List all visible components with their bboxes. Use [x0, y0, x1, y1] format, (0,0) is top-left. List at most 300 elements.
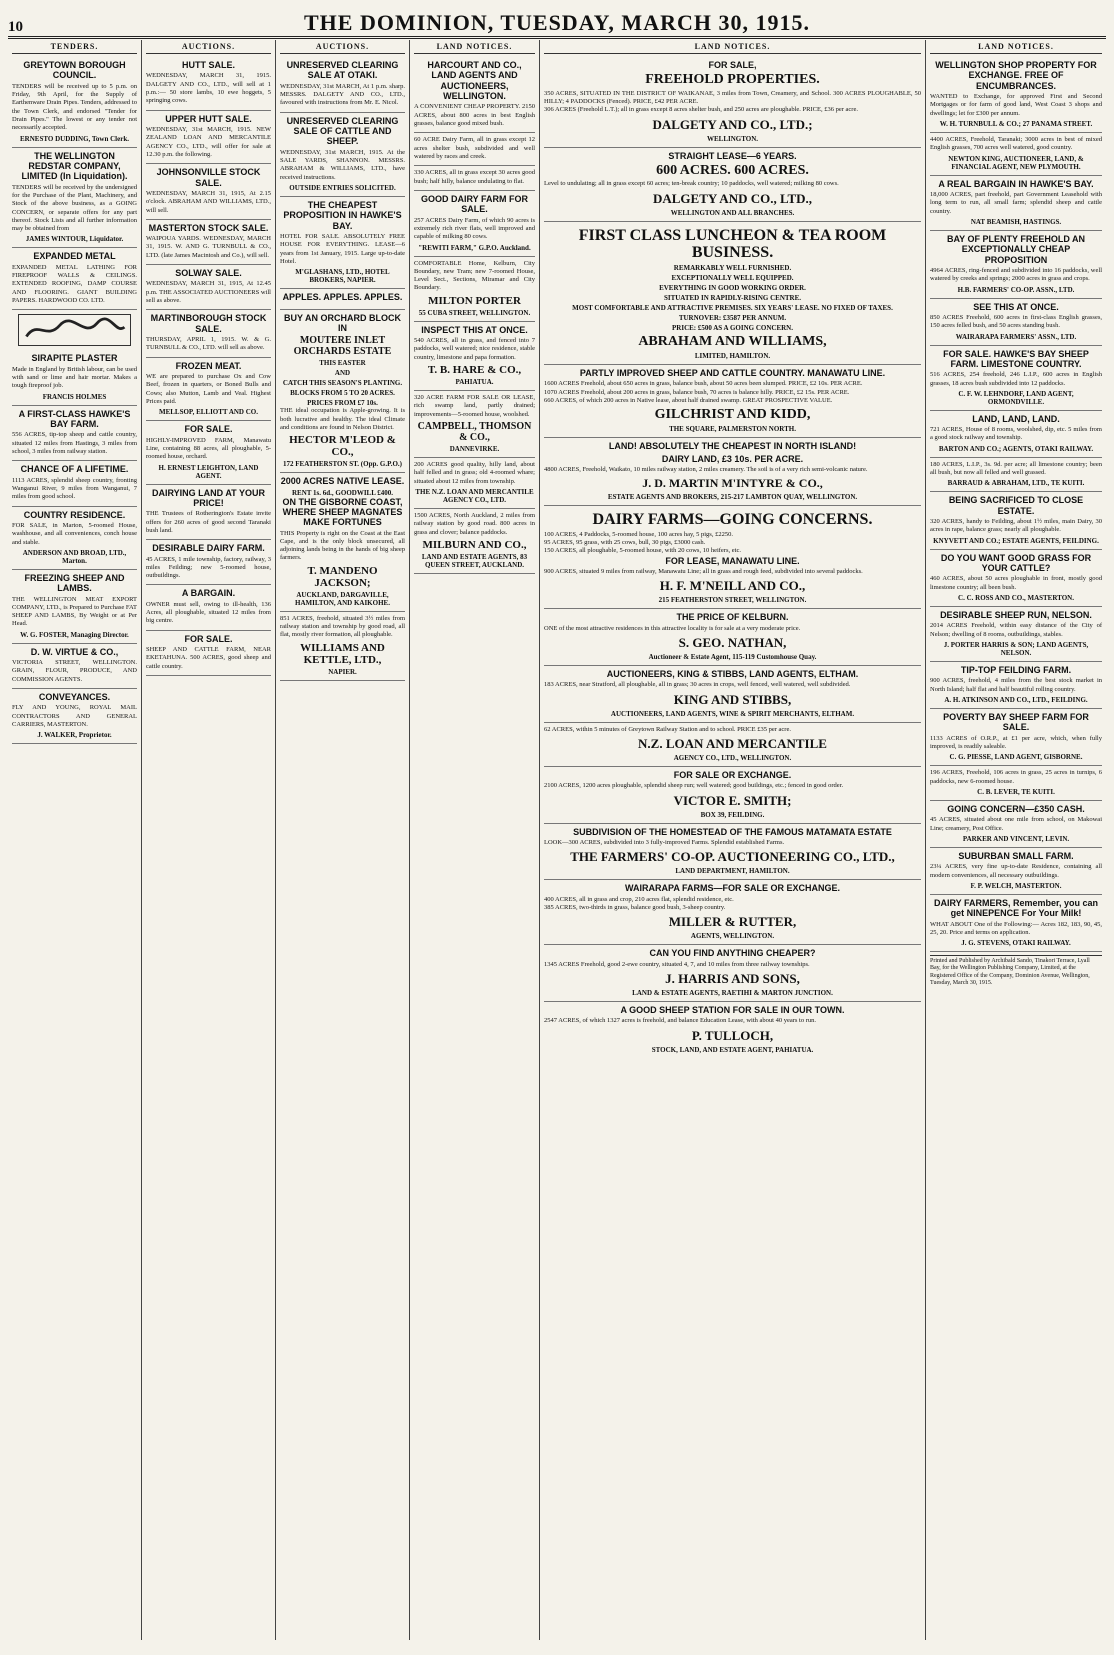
ad-line: BLOCKS FROM 5 TO 20 ACRES. — [290, 389, 395, 398]
ad-line: TURNOVER: £3587 PER ANNUM. — [678, 313, 787, 322]
sheep-station-ad — [544, 1002, 921, 1058]
ad-body: 62 ACRES, within 5 minutes of Greytown Railway Station and to school. PRICE £35 per acre. — [544, 725, 791, 733]
cheaper-ad — [544, 945, 921, 1002]
ad-heading: MARTINBOROUGH STOCK SALE. — [150, 313, 267, 334]
ad-agent-place: AUCKLAND, DARGAVILLE, HAMILTON, AND KAIKOHE. — [295, 590, 390, 607]
ad-agent: HECTOR M'LEOD & CO., — [289, 434, 396, 459]
ad-body: 330 ACRES, all in grass except 30 acres good bush; half hilly, balance undulating to flat. — [414, 169, 535, 185]
ad-agent-place: WELLINGTON. — [706, 134, 759, 143]
ad-agent: J. D. MARTIN M'INTYRE & CO., — [642, 476, 823, 491]
luncheon-business-ad — [544, 222, 921, 365]
ad-signature: ANDERSON AND BROAD, LTD., Marton. — [22, 548, 127, 565]
ad-heading: DO YOU WANT GOOD GRASS FOR YOUR CATTLE? — [940, 552, 1092, 574]
ad-agent: THE N.Z. LOAN AND MERCANTILE AGENCY CO., LTD. — [415, 487, 534, 504]
ad-agent: MILTON PORTER — [428, 294, 521, 307]
ad-body: 18,000 ACRES, part freehold, part Government Leasehold with long term to run, all small farm; splendid sheep and cattle country. — [930, 190, 1102, 215]
ad-body: WEDNESDAY, MARCH 31, 1915, At 2.15 o'clock. ABRAHAM AND WILLIAMS, LTD., will sell. — [146, 189, 271, 214]
ad-body: THURSDAY, APRIL 1, 1915. W. & G. TURNBULL & CO., LTD. will sell as above. — [146, 336, 271, 352]
ad-signature: C. B. LEVER, TE KUITI. — [977, 787, 1055, 796]
advertisement — [146, 57, 271, 111]
advertisement — [280, 197, 405, 289]
ad-body: 721 ACRES, House of 8 rooms, woolshed, dip, etc. 5 miles from a good stock railway and township. — [930, 426, 1102, 442]
ad-body: 45 ACRES, 1 mile township, factory, railway, 3 miles Feilding; new 5-roomed house, outbuildings. — [146, 555, 271, 580]
ad-signature: W. H. TURNBULL & CO.; 27 PANAMA STREET. — [939, 119, 1093, 128]
ad-body: WAIPOUA YARDS. WEDNESDAY, MARCH 31, 1915. W. AND G. TURNBULL & CO., LTD. (late James Macintosh and Co.), will sell. — [146, 235, 271, 259]
ad-body: 2100 ACRES, 1200 acres ploughable, splendid sheep run; well watered; good buildings, etc.; fenced in good order. — [544, 782, 844, 790]
ad-agent: DALGETY AND CO., LTD., — [652, 190, 813, 206]
ad-line: THIS EASTER — [319, 359, 366, 368]
advertisement — [146, 310, 271, 357]
ad-line: REMARKABLY WELL FURNISHED. — [673, 263, 792, 272]
ad-body: THE ideal occupation is Apple-growing. It is both lucrative and healthy. The ideal Climate and conditions are found in Nelson District. — [280, 407, 405, 431]
column-auctions-1 — [142, 40, 276, 1640]
ad-body: 460 ACRES, about 50 acres ploughable in front, mostly good limestone country; all been bush. — [930, 575, 1102, 591]
ad-signature: "REWITI FARM," G.P.O. Auckland. — [418, 243, 531, 252]
ad-body: Made in England by British labour, can be used with sand or lime and hair mortar. Makes a tough fireproof job. — [12, 365, 137, 390]
ad-body: HOTEL FOR SALE. ABSOLUTELY FREE HOUSE FOR EVERYTHING. LEASE—6 years from 1st January, 1915. Large up-to-date Hotel. — [280, 232, 405, 265]
ad-body: WEDNESDAY, MARCH 31, 1915. DALGETY AND CO., LTD., will sell at 1 p.m.:— 50 store lambs, 10 ewe hoggets, 5 springing cows. — [146, 72, 271, 105]
ad-heading: SUBDIVISION OF THE HOMESTEAD OF THE FAMOUS MATAMATA ESTATE — [573, 826, 892, 837]
orchard-ad — [280, 310, 405, 474]
advertisement — [414, 133, 535, 166]
ad-body: COMFORTABLE Home, Kelburn, City Boundary, new Tram; new 7-roomed House, Level Sect., Sections, Miramar and City Boundary. — [414, 259, 535, 292]
ad-body: FOR SALE, in Marton, 5-roomed House, washhouse, and all conveniences, conch house and stable. — [12, 521, 137, 546]
advertisement — [930, 550, 1102, 607]
advertisement — [146, 421, 271, 484]
page-columns — [8, 40, 1106, 1640]
ad-heading: A BARGAIN. — [181, 588, 236, 599]
ad-body: WE are prepared to purchase Ox and Cow Beef, frozen in quarters, or Boned Bulls and Cows; also Mutton, Lamb and Veal. Highest Prices paid. — [146, 373, 271, 405]
native-lease-ad — [280, 473, 405, 612]
ad-signature: J. WALKER, Proprietor. — [37, 731, 112, 740]
ad-body: WEDNESDAY, 31st MARCH, At 1 p.m. sharp. MESSRS. DALGETY AND CO., LTD., favoured with instructions from Mr. E. Nicol. — [280, 82, 405, 107]
advertisement — [414, 166, 535, 191]
advertisement — [930, 492, 1102, 549]
ad-line: AND — [334, 369, 351, 378]
ad-body: 540 ACRES, all in grass, and fenced into 7 paddocks, well watered; nice residence, stable country, limestone and papa formation. — [414, 337, 535, 361]
ad-body: 516 ACRES, 254 freehold, 246 L.I.P., 600 acres in English grasses, 18 acres bush subdivided into 12 paddocks. — [930, 371, 1102, 387]
ad-heading: HUTT SALE. — [182, 60, 235, 70]
ad-body: 4800 ACRES, Freehold, Waikato, 10 miles railway station, 2 miles creamery. The soil is of a very rich semi-volcanic nature. — [544, 465, 868, 473]
ad-signature: C. F. W. LEHNDORF, LAND AGENT, ORMONDVILLE. — [958, 389, 1074, 406]
section-heading: LAND NOTICES. — [414, 40, 535, 54]
ad-body: 320 ACRE FARM FOR SALE OR LEASE, rich swamp land, partly drained; improvements—5-roomed house, woolshed. — [414, 394, 535, 418]
ad-agent: S. GEO. NATHAN, — [678, 635, 787, 651]
exchange-ad — [544, 767, 921, 824]
wairarapa-ad — [544, 880, 921, 945]
ad-signature: BARRAUD & ABRAHAM, LTD., TE KUITI. — [947, 479, 1085, 488]
ad-heading: TIP-TOP FEILDING FARM. — [960, 665, 1072, 675]
advertisement — [146, 358, 271, 422]
ad-agent-place: LIMITED, HAMILTON. — [694, 351, 771, 360]
matamata-ad — [544, 824, 921, 881]
ad-agent-place: WELLINGTON AND ALL BRANCHES. — [670, 208, 795, 217]
ad-heading: SUBURBAN SMALL FARM. — [958, 850, 1074, 861]
ad-body: 900 ACRES, situated 9 miles from railway, Manawatu Line; all in grass and rough feed, subdivided into several paddocks. — [544, 568, 863, 576]
ad-signature: PARKER AND VINCENT, LEVIN. — [962, 834, 1070, 843]
tenders-list — [12, 57, 137, 744]
ad-body: 306 ACRES (Freehold L.T.); all in grass except 8 acres shelter bush, and 250 acres are ploughable. PRICE, £36 per acre. — [544, 106, 858, 114]
ad-body: Level to undulating; all in grass except 60 acres; ten-break country; 10 paddocks, well watered; milking 80 cows. — [544, 180, 839, 188]
advertisement — [930, 801, 1102, 848]
ad-body: TENDERS will be received by the undersigned for the Purchase of the Plant, Machinery, and Stock of the above business, as a GOING CONCERN, or separate offers for any part thereof. Stock Lists and all further information may be obtained from — [12, 183, 137, 233]
ad-body: 100 ACRES, 4 Paddocks, 5-roomed house, 100 acres hay, 5 pigs, £2250. — [544, 530, 733, 538]
ad-heading: DESIRABLE DAIRY FARM. — [152, 543, 265, 554]
ad-body: 60 ACRE Dairy Farm, all in grass except 12 acres shelter bush, subdivided and well watered by races and creek. — [414, 136, 535, 160]
advertisement — [146, 265, 271, 310]
ad-agent-place: NAPIER. — [328, 667, 357, 676]
advertisement — [930, 231, 1102, 299]
ad-heading: D. W. VIRTUE & CO., — [30, 646, 119, 657]
ad-agent: MILLER & RUTTER, — [668, 914, 797, 930]
ad-body: 556 ACRES, tip-top sheep and cattle country, situated 12 miles from Hastings, 3 miles from school, 3 miles from railway station. — [12, 431, 137, 455]
ad-agent: GILCHRIST AND KIDD, — [654, 407, 811, 423]
ad-heading: DAIRYING LAND AT YOUR PRICE! — [151, 487, 265, 508]
cheapest-land-ad — [544, 438, 921, 506]
ad-signature: C. C. ROSS AND CO., MASTERTON. — [958, 594, 1074, 603]
ad-signature: H.B. FARMERS' CO-OP. ASSN., LTD. — [957, 285, 1075, 294]
ad-title: MOUTERE INLET ORCHARDS ESTATE — [293, 335, 392, 358]
ad-kicker: FOR SALE, — [708, 60, 757, 70]
ad-agent-place: 215 FEATHERSTON STREET, WELLINGTON. — [658, 596, 807, 605]
milburn-ad — [414, 509, 535, 574]
emboss-logo-icon — [18, 314, 131, 346]
campbell-ad — [414, 391, 535, 458]
column-auctions-2 — [276, 40, 410, 1640]
ad-heading: WAIRARAPA FARMS—FOR SALE OR EXCHANGE. — [624, 883, 840, 894]
ad-signature: KNYVETT AND CO.; ESTATE AGENTS, FEILDING. — [933, 536, 1099, 545]
ad-heading: GOING CONCERN—£350 CASH. — [947, 803, 1085, 814]
ad-body: 180 ACRES, L.I.P., 3s. 9d. per acre; all limestone country; been all bush, but now all felled and well grassed. — [930, 460, 1102, 477]
ad-agent-place: Auctioneer & Estate Agent, 115-119 Customhouse Quay. — [648, 653, 817, 662]
ad-body: THIS Property is right on the Coast at the East Cape, and is the only block unsecured, all adjoining lands being in the hands of big sheep farmers. — [280, 529, 405, 562]
ad-heading: FOR SALE OR EXCHANGE. — [673, 770, 792, 780]
section-heading: TENDERS. — [12, 40, 137, 54]
advertisement — [12, 644, 137, 689]
ad-signature: M'GLASHANS, LTD., HOTEL BROKERS, NAPIER. — [295, 268, 390, 285]
ad-line: PRICE: £500 AS A GOING CONCERN. — [672, 323, 793, 332]
ad-heading: COUNTRY RESIDENCE. — [23, 509, 126, 520]
nz-loan-agency-ad — [414, 458, 535, 509]
ad-heading: APPLES. APPLES. APPLES. — [282, 292, 403, 303]
newspaper-title: THE DOMINION, TUESDAY, MARCH 30, 1915. — [304, 10, 810, 35]
ad-heading: PARTLY IMPROVED SHEEP AND CATTLE COUNTRY. MANAWATU LINE. — [579, 367, 886, 378]
ad-signature: NAT BEAMISH, HASTINGS. — [970, 217, 1062, 226]
ad-body: 2014 ACRES Freehold, within easy distance of the City of Nelson; dwelling of 8 rooms, outbuildings, stables. — [930, 622, 1102, 638]
ad-signature: NEWTON KING, AUCTIONEER, LAND, & FINANCIAL AGENT, NEW PLYMOUTH. — [948, 154, 1084, 171]
ad-body: 1500 ACRES, North Auckland, 2 miles from railway station by good road. 800 acres in grass and clover; balance paddocks. — [414, 511, 535, 536]
ad-agent: T. MANDENO JACKSON; — [307, 564, 378, 589]
advertisement — [280, 57, 405, 113]
column-tenders — [8, 40, 142, 1640]
ad-line: RENT 1s. 6d., GOODWILL £400. — [291, 488, 393, 497]
ad-signature: WAIRARAPA FARMERS' ASSN., LTD. — [955, 332, 1077, 341]
ad-signature: A. H. ATKINSON AND CO., LTD., FEILDING. — [944, 695, 1088, 704]
ad-body: FLY AND YOUNG, ROYAL MAIL CONTRACTORS AND GENERAL CARRIERS, MASTERTON. — [12, 704, 137, 729]
ad-body: TENDERS will be received up to 5 p.m. on Friday, 9th April, for the Supply of Earthenware Drain Pipes. Tenders, addressed to the Town Clerk, and endorsed "Tender for Drain Pipes." The lowest or any tender not necessarily accepted. — [12, 82, 137, 132]
ad-heading: UPPER HUTT SALE. — [165, 113, 252, 124]
section-heading: AUCTIONS. — [146, 40, 271, 54]
ad-heading: A FIRST-CLASS HAWKE'S BAY FARM. — [18, 408, 131, 429]
ad-heading: BAY OF PLENTY FREEHOLD AN EXCEPTIONALLY CHEAP PROPOSITION — [946, 233, 1086, 265]
ad-body: WANTED to Exchange, for approved First and Second Mortgages or for farm of good land, West Coast 3 shops and dwellings; let for £300 per annum. — [930, 93, 1102, 117]
ad-agent-place: LAND AND ESTATE AGENTS, 83 QUEEN STREET, AUCKLAND. — [421, 552, 528, 569]
nz-loan-ad — [544, 723, 921, 767]
section-heading: AUCTIONS. — [280, 40, 405, 54]
ad-body: 851 ACRES, freehold, situated 3½ miles from railway station and township by good road, all flat, mostly river formation, all ploughable. — [280, 614, 405, 639]
ad-body: 2547 ACRES, of which 1327 acres is freehold, and balance Education Lease, with about 40 years to run. — [544, 1017, 817, 1025]
ad-agent-place: AUCTIONEERS, LAND AGENTS, WINE & SPIRIT MERCHANTS, ELTHAM. — [610, 709, 855, 718]
column-land-notices-2 — [540, 40, 926, 1640]
advertisement — [146, 585, 271, 630]
advertisement — [930, 662, 1102, 709]
advertisement — [414, 191, 535, 257]
advertisement — [146, 220, 271, 265]
ad-agent-place: AGENTS, WELLINGTON. — [690, 932, 775, 941]
ad-heading: A REAL BARGAIN IN HAWKE'S BAY. — [938, 178, 1094, 189]
advertisement — [930, 299, 1102, 346]
advertisement — [280, 113, 405, 197]
ad-heading: 2000 ACRES NATIVE LEASE. — [280, 476, 405, 487]
ad-body: 45 ACRES, situated about one mile from school, on Makowai Line; creamery, Post Office. — [930, 816, 1102, 832]
straight-lease-ad — [544, 148, 921, 222]
ad-body: OWNER must sell, owing to ill-health, 136 Acres, all ploughable, situated 12 miles from big centre. — [146, 600, 271, 625]
section-heading: LAND NOTICES. — [544, 40, 921, 54]
ad-title: DAIRY FARMS—GOING CONCERNS. — [592, 511, 873, 529]
ad-body: HIGHLY-IMPROVED FARM, Manawatu Line, containing 88 acres, all ploughable, 5-roomed house, orchard. — [146, 436, 271, 461]
auctions-list-2 — [280, 57, 405, 681]
ad-body: 4400 ACRES, Freehold, Taranaki; 3000 acres in best of mixed English grasses, 700 acres well watered, good country. — [930, 135, 1102, 152]
ad-body: 183 ACRES, near Stratford, all ploughable, all in grass; 30 acres in crops, well fenced, well watered, well subdivided. — [544, 681, 851, 689]
kelburn-ad — [544, 609, 921, 666]
advertisement — [930, 411, 1102, 458]
ad-body: EXPANDED METAL LATHING FOR FIREPROOF WALLS & CEILINGS. EXTENDED ROOFING, DAMP COURSE AND FLOORING. GIANT BUILDING PAPERS. HARDWOOD CO. LTD. — [12, 263, 137, 305]
ad-line: CATCH THIS SEASON'S PLANTING. — [282, 379, 403, 388]
ad-signature: W. G. FOSTER, Managing Director. — [20, 630, 129, 639]
manawatu-ad — [544, 365, 921, 438]
advertisement — [12, 248, 137, 310]
ad-line: PRICES FROM £7 10s. — [307, 399, 378, 408]
ad-agent-place: 55 CUBA STREET, WELLINGTON. — [418, 308, 531, 317]
land-notices-list — [414, 57, 535, 574]
advertisement — [414, 57, 535, 133]
ad-heading: THE CHEAPEST PROPOSITION IN HAWKE'S BAY. — [283, 199, 402, 231]
ad-heading: GREYTOWN BOROUGH COUNCIL. — [23, 60, 126, 81]
ad-body: 400 ACRES, all in grass and crop, 210 acres flat, splendid residence, etc. — [544, 895, 734, 903]
ad-body: 95 ACRES, 95 grass, with 25 cows, bull, 30 pigs, £3000 cash. — [544, 539, 706, 547]
ad-body: THE Trustees of Rotherington's Estate invite offers for 260 acres of good second Taranaki bush land. — [146, 510, 271, 534]
king-stibbs-ad — [544, 666, 921, 723]
ad-signature: J. G. STEVENS, OTAKI RAILWAY. — [961, 939, 1071, 948]
section-heading: LAND NOTICES. — [930, 40, 1102, 54]
advertisement — [930, 848, 1102, 895]
ad-body: WEDNESDAY, 31st MARCH, 1915. NEW ZEALAND LOAN AND MERCANTILE AGENCY CO., LTD., will offer for sale at 12.30 p.m. the following. — [146, 125, 271, 158]
ad-heading: DESIRABLE SHEEP RUN, NELSON. — [940, 610, 1092, 621]
ad-heading: DAIRY FARMERS, Remember, you can get NINEPENCE For Your Milk! — [933, 897, 1099, 919]
advertisement — [930, 458, 1102, 493]
ad-body: 1070 ACRES Freehold, about 200 acres in grass, balance bush, 70 acres is balance hilly. PRICE, £2 15s. PER ACRE. — [544, 388, 850, 396]
advertisement — [930, 57, 1102, 133]
advertisement — [12, 148, 137, 249]
ad-body: 350 ACRES, SITUATED IN THE DISTRICT OF WAIKANAE, 3 miles from Town, Creamery, and School. 300 ACRES PLOUGHABLE, 50 HILLY; 4 PADDOCKS (Fenced). PRICE, £42 PER ACRE. — [544, 89, 921, 106]
advertisement — [146, 540, 271, 585]
ad-agent-place: STOCK, LAND, AND ESTATE AGENT, PAHIATUA. — [651, 1045, 814, 1054]
ad-body: ONE of the most attractive residences in this attractive locality is for sale at a very moderate price. — [544, 624, 801, 632]
ad-heading: UNRESERVED CLEARING SALE OF CATTLE AND SHEEP. — [286, 115, 399, 147]
advertisement — [280, 289, 405, 309]
ad-agent-place: LAND DEPARTMENT, HAMILTON. — [675, 867, 790, 876]
advertisement — [930, 607, 1102, 662]
advertisement — [146, 111, 271, 165]
ad-agent: P. TULLOCH, — [691, 1027, 774, 1043]
hare-ad — [414, 322, 535, 391]
ad-agent-place: BOX 39, FEILDING. — [700, 810, 765, 819]
ad-heading: FOR LEASE, MANAWATU LINE. — [665, 555, 800, 566]
ad-heading: UNRESERVED CLEARING SALE AT OTAKI. — [286, 60, 399, 81]
ad-body: SHEEP AND CATTLE FARM, NEAR EKETAHUNA. 500 ACRES, good sheep and cattle country. — [146, 646, 271, 670]
ad-body: WEDNESDAY, MARCH 31, 1915, At 12.45 p.m. THE ASSOCIATED AUCTIONEERS will sell as above. — [146, 280, 271, 305]
ad-heading: WELLINGTON SHOP PROPERTY FOR EXCHANGE. FREE OF ENCUMBRANCES. — [935, 60, 1097, 91]
ad-subheading: DAIRY LAND, £3 10s. PER ACRE. — [661, 453, 804, 464]
advertisement — [12, 57, 137, 148]
ad-body: 150 ACRES, all ploughable, 5-roomed house, with 20 cows, 10 heifers, etc. — [544, 547, 741, 555]
ad-agent: WILLIAMS AND KETTLE, LTD., — [300, 641, 385, 666]
ad-agent-place: PAHIATUA. — [455, 378, 494, 387]
land-notices-list-3 — [930, 57, 1102, 952]
ad-heading: LAND! ABSOLUTELY THE CHEAPEST IN NORTH ISLAND! — [608, 441, 857, 452]
ad-title: 600 ACRES. 600 ACRES. — [656, 163, 809, 179]
ad-agent-place: ESTATE AGENTS AND BROKERS, 215-217 LAMBTON QUAY, WELLINGTON. — [607, 493, 858, 502]
ad-heading: AUCTIONEERS, KING & STIBBS, LAND AGENTS, ELTHAM. — [606, 669, 859, 680]
ad-signature: BARTON AND CO.; AGENTS, OTAKI RAILWAY. — [938, 444, 1094, 453]
ad-body: 320 ACRES, handy to Feilding, about 1½ miles, main Dairy, 30 acres in rape, balance grass; nearly all ploughable. — [930, 518, 1102, 534]
ad-heading: SEE THIS AT ONCE. — [973, 301, 1059, 312]
ad-heading: HARCOURT AND CO., LAND AGENTS AND AUCTIONEERS, WELLINGTON. — [427, 60, 522, 102]
ad-heading: A GOOD SHEEP STATION FOR SALE IN OUR TOWN. — [620, 1004, 845, 1015]
ad-agent: CAMPBELL, THOMSON & CO., — [417, 420, 532, 443]
ad-line: SITUATED IN RAPIDLY-RISING CENTRE. — [663, 293, 802, 302]
ad-agent: T. B. HARE & CO., — [427, 364, 522, 377]
ad-line: EVERYTHING IN GOOD WORKING ORDER. — [659, 283, 806, 292]
ad-body: 850 ACRES Freehold, 600 acres in first-class English grasses, 150 acres felled bush, and 50 acres standing bush. — [930, 313, 1102, 330]
ad-body: 900 ACRES, freehold, 4 miles from the best stock market in North Island; half flat and half beautiful rolling country. — [930, 677, 1102, 693]
advertisement — [12, 689, 137, 744]
ad-body: 660 ACRES, of which 200 acres in Native lease, about half drained swamp. GREAT PROSPECTIVE VALUE. — [544, 396, 833, 404]
ad-agent: MILBURN AND CO., — [422, 538, 527, 551]
ad-heading: POVERTY BAY SHEEP FARM FOR SALE. — [943, 711, 1089, 733]
ad-heading: FOR SALE. — [184, 424, 233, 435]
auctions-list — [146, 57, 271, 676]
ad-heading: THE PRICE OF KELBURN. — [676, 612, 789, 623]
williams-kettle-ad — [280, 612, 405, 681]
ad-body: 1113 ACRES, splendid sheep country, fronting Wanganui River, 9 miles from Wanganui, 7 miles from good school. — [12, 476, 137, 501]
advertisement — [12, 350, 137, 405]
ad-signature: FRANCIS HOLMES — [42, 392, 107, 401]
ad-subheading: ON THE GISBORNE COAST, WHERE SHEEP MAGNATES MAKE FORTUNES — [282, 496, 403, 528]
ad-line: MOST COMFORTABLE AND ATTRACTIVE PREMISES. SIX YEARS' LEASE. NO FIXED OF TAXES. — [572, 303, 893, 312]
ad-body: 385 ACRES, two-thirds in grass, balance good bush, 3-sheep country. — [544, 903, 726, 911]
ad-title: FREEHOLD PROPERTIES. — [645, 72, 820, 88]
advertisement — [12, 406, 137, 462]
column-land-notices-3 — [926, 40, 1106, 1640]
milton-porter-ad — [414, 257, 535, 322]
ad-agent: DALGETY AND CO., LTD.; — [652, 116, 813, 132]
ad-body: WEDNESDAY, 31st MARCH, 1915. At the SALE YARDS, SHANNON. MESSRS. ABRAHAM & WILLIAMS, LTD., have received instructions. — [280, 148, 405, 181]
ad-body: 200 ACRES good quality, hilly land, about half felled and in grass; old 4-roomed whare; situated about 12 miles from township. — [414, 460, 535, 485]
advertisement — [930, 766, 1102, 801]
masthead — [8, 6, 1106, 39]
ad-signature: H. ERNEST LEIGHTON, LAND AGENT. — [158, 463, 259, 480]
ad-agent: J. HARRIS AND SONS, — [665, 970, 800, 986]
advertisement — [930, 895, 1102, 952]
ad-heading: THE WELLINGTON REDSTAR COMPANY, LIMITED (In Liquidation). — [21, 150, 128, 182]
ad-agent-place: LAND & ESTATE AGENTS, RAETIHI & MARTON JUNCTION. — [632, 988, 833, 997]
ad-heading: MASTERTON STOCK SALE. — [148, 222, 269, 233]
ad-signature: OUTSIDE ENTRIES SOLICITED. — [289, 183, 396, 192]
ad-heading: CONVEYANCES. — [38, 692, 111, 703]
ad-heading: FREEZING SHEEP AND LAMBS. — [24, 572, 125, 594]
ad-heading: BUY AN ORCHARD BLOCK IN — [284, 312, 401, 333]
ad-signature: J. PORTER HARRIS & SON; LAND AGENTS, NELSON. — [943, 641, 1089, 657]
column-land-notices-1 — [410, 40, 540, 1640]
ad-heading: EXPANDED METAL — [33, 251, 116, 262]
advertisement — [12, 507, 137, 570]
ad-body: 4964 ACRES, ring-fenced and subdivided into 16 paddocks, well watered by creeks and springs; 2000 acres in grass and crops. — [930, 266, 1102, 283]
ad-body: 23¼ ACRES, very fine up-to-date Residence, containing all modern conveniences, all necessary outbuildings. — [930, 863, 1102, 879]
advertisement — [930, 133, 1102, 176]
ad-heading: FROZEN MEAT. — [175, 360, 242, 371]
ad-agent: KING AND STIBBS, — [673, 691, 792, 707]
advertisement — [930, 176, 1102, 231]
ad-agent-place: DANNEVIRKE. — [449, 444, 500, 453]
ad-signature: JAMES WINTOUR, Liquidator. — [25, 235, 124, 244]
page-number: 10 — [8, 19, 23, 35]
ad-heading: FOR SALE. HAWKE'S BAY SHEEP FARM. LIMESTONE COUNTRY. — [943, 348, 1089, 369]
ad-heading: JOHNSONVILLE STOCK SALE. — [156, 167, 261, 188]
ad-agent-place: THE SQUARE, PALMERSTON NORTH. — [669, 425, 796, 434]
ad-body: 1133 ACRES of O.R.P., at £1 per acre, which, when fully improved, is readily saleable. — [930, 734, 1102, 750]
ad-body: THE WELLINGTON MEAT EXPORT COMPANY, LTD., is Prepared to Purchase FAT SHEEP AND LAMBS, By Weight or at Per Head. — [12, 595, 137, 628]
ad-heading: GOOD DAIRY FARM FOR SALE. — [420, 193, 528, 215]
ad-heading: BEING SACRIFICED TO CLOSE ESTATE. — [948, 495, 1084, 516]
ad-line: EXCEPTIONALLY WELL EQUIPPED. — [671, 273, 794, 282]
advertisement — [146, 485, 271, 541]
ad-agent: N.Z. LOAN AND MERCANTILE — [638, 736, 827, 751]
advertisement — [12, 570, 137, 644]
dairy-farms-ad — [544, 506, 921, 609]
advertisement — [146, 164, 271, 220]
ad-heading: FOR SALE. — [184, 633, 233, 644]
ad-signature: C. G. PIESSE, LAND AGENT, GISBORNE. — [949, 753, 1083, 762]
ad-body: 1600 ACRES Freehold, about 650 acres in grass, balance bush, about 50 acres been slumped. PRICE, £2 10s. PER ACRE. — [544, 380, 863, 388]
ad-heading: LAND, LAND, LAND. — [972, 413, 1060, 424]
ad-body: WHAT ABOUT One of the Following:— Acres 182, 183, 90, 45, 25, 20. Price and terms on application. — [930, 920, 1102, 936]
ad-heading: STRAIGHT LEASE—6 YEARS. — [668, 150, 797, 161]
ad-body: LOOK—300 ACRES, subdivided into 3 fully-improved Farms. Splendid established Farms. — [544, 839, 785, 846]
freehold-properties-ad — [544, 57, 921, 148]
ad-agent-place: AGENCY CO., LTD., WELLINGTON. — [673, 754, 792, 762]
ad-heading: CHANCE OF A LIFETIME. — [20, 464, 129, 475]
ad-body: VICTORIA STREET, WELLINGTON. GRAIN, FLOUR, PRODUCE, AND COMMISSION AGENTS. — [12, 659, 137, 683]
ad-agent-place: 172 FEATHERSTON ST. (Opp. G.P.O.) — [283, 460, 402, 469]
ad-agent: ABRAHAM AND WILLIAMS, — [638, 333, 827, 349]
advertisement — [146, 631, 271, 676]
ad-heading: INSPECT THIS AT ONCE. — [421, 324, 528, 335]
ad-agent: VICTOR E. SMITH; — [673, 792, 792, 808]
ad-body: A CONVENIENT CHEAP PROPERTY. 2150 ACRES, about 800 acres in best English grasses, balance good mixed bush. — [414, 103, 535, 127]
imprint: Printed and Published by Archibald Sando, Tinakori Terrace, Lyall Bay, for the Wellington Publishing Company, Limited, at the Registered Office of the Company, Dominion Avenue, Wellington, Tuesday, March 30, 1915. — [930, 955, 1102, 987]
ad-title: FIRST CLASS LUNCHEON & TEA ROOM BUSINESS. — [578, 226, 887, 262]
